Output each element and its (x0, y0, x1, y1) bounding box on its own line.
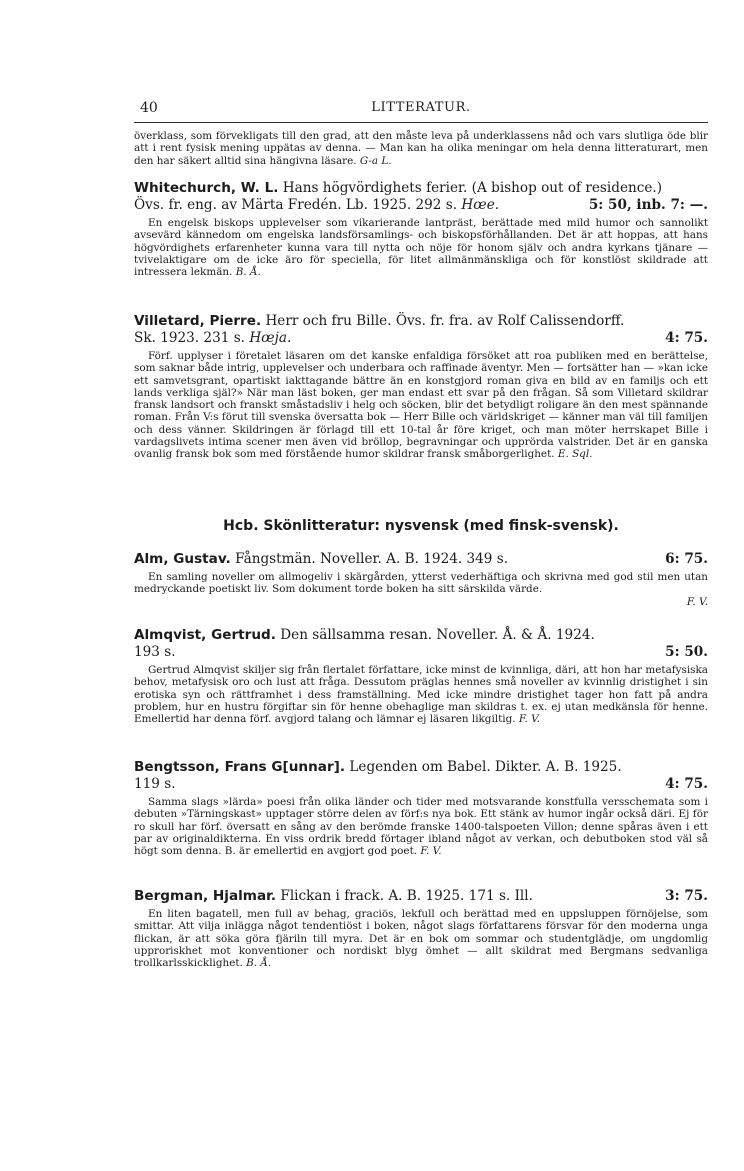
entry-review (134, 908, 708, 969)
entry-publisher: Hœja. (249, 330, 292, 346)
entry-title: Fångstmän. Noveller. A. B. 1924. 349 s. (230, 551, 509, 567)
entry-review (134, 796, 708, 857)
entry-author: Bergman, Hjalmar. (134, 888, 277, 904)
review-entry (134, 627, 708, 725)
entry-details: Sk. 1923. 231 s. (134, 330, 250, 346)
intro-text: överklass, som förvekligats till den grad, att den måste leva på underklassens nåd och vars slutliga öde blir att i rent fysisk mening uppätas av denna. — Man kan ha olika meningar om hela denna litteraturart, men den har säkert alltid sina hängivna läsare. (134, 130, 708, 167)
entry-heading (134, 180, 708, 214)
entry-heading (134, 627, 708, 661)
entry-author: Whitechurch, W. L. (134, 180, 279, 196)
entry-publisher: Hœe. (461, 197, 500, 213)
entry-review-text: Förf. upplyser i företalet läsaren om det kanske enfaldiga försöket att roa publiken med en berättelse, som saknar både intrig, upplevelser och underbara och raffinade äventyr. Men — fortsätter han — »kan icke ett samvetsgrant, opartiskt iakttagande bättre än en konstgjord roman giva en bild av en familjs och ett lands verkliga själ?» När man läst boken, ger man endast ett svar på den frågan. Så som Villetard skildrar fransk landsort och franskt småstadsliv i helg och söcken, blir det betydligt roligare än den mest spännande roman. Från V:s förut till svenska översatta bok — Herr Bille och världskriget — känner man väl till familjen och dess vänner. Skildringen är förlagd till ett 10-tal år före kriget, och man möter herrskapet Bille i vardagslivets intima scener men även vid bröllop, begravningar och upprörda valstrider. Det är en ganska ovanlig fransk bok som med förstående humor skildrar fransk småborgerlighet. (134, 350, 708, 461)
entry-price: 6: 75. (665, 551, 708, 567)
intro-signature: G-a L. (359, 154, 392, 167)
entry-review-text: Gertrud Almqvist skiljer sig från flertalet författare, icke minst de kvinnliga, däri, att hon har metafysiska behov, metafysisk oro och lust att fråga. Dessutom präglas hennes små noveller av kvinnlig dristighet i sin erotiska syn och rättframhet i dess framställning. Med icke mindre dristighet tager hon fatt på andra problem, hur en hustru förgiftar sin för henne obehaglige man skildras t. ex. ej utan medkänsla för henne. Emellertid har denna förf. avgjord talang och lämnar ej läsaren likgiltig. (134, 664, 708, 726)
entry-details: 119 s. (134, 776, 176, 792)
entry-author: Almqvist, Gertrud. (134, 627, 276, 643)
entry-heading (134, 313, 708, 347)
entry-price: 4: 75. (665, 776, 708, 792)
entry-author: Villetard, Pierre. (134, 313, 262, 329)
running-header (134, 100, 708, 123)
review-entry (134, 551, 708, 608)
entry-price: 4: 75. (665, 330, 708, 346)
entry-review (134, 664, 708, 725)
entry-signature: F. V. (420, 845, 442, 858)
entry-signature: B. Å. (235, 266, 261, 279)
entry-heading (134, 759, 708, 793)
review-entry (134, 313, 708, 461)
entry-review (134, 571, 708, 608)
entry-author: Alm, Gustav. (134, 551, 231, 567)
entry-details: Övs. fr. eng. av Märta Fredén. Lb. 1925. 292 s. (134, 197, 462, 213)
entry-price: 3: 75. (665, 888, 708, 904)
entry-review-text: En samling noveller om allmogeliv i skärgården, ytterst vederhäftiga och skrivna med god stil men utan medryckande poetiskt liv. Som dokument torde boken ha sitt särskilda värde. (134, 571, 708, 596)
review-entry (134, 759, 708, 857)
entry-title: Flickan i frack. A. B. 1925. 171 s. Ill. (276, 888, 533, 904)
entry-review (134, 350, 708, 461)
section-heading: Hcb. Skönlitteratur: nysvensk (med finsk-svensk). (223, 518, 619, 534)
intro-paragraph (134, 130, 708, 167)
page-number: 40 (140, 100, 158, 116)
entry-heading (134, 888, 708, 905)
entry-signature: B. Å. (246, 957, 272, 970)
entry-title: Herr och fru Bille. Övs. fr. fra. av Rolf Calissendorff. (261, 313, 625, 329)
entry-title: Den sällsamma resan. Noveller. Å. & Å. 1924. (275, 627, 595, 643)
entry-review-text: En liten bagatell, men full av behag, graciös, lekfull och berättad med en uppsluppen förnöjelse, som smittar. Att vilja inlägga något tendentiöst i boken, något slags författarens försvar för den moderna unga flickan, är att söka göra fjäriln till myra. Det är en bok om sommar och studentglädje, om ungdomlig upproriskhet mot konventioner och nordiskt blyg ömhet — allt skildrat med Bergmans sedvanliga trollkarlsskicklighet. (134, 908, 708, 970)
entry-review (134, 217, 708, 278)
entry-price: 5: 50. (665, 644, 708, 660)
review-entry (134, 180, 708, 278)
review-entry (134, 888, 708, 969)
entry-details: 193 s. (134, 644, 176, 660)
entry-signature: F. V. (518, 713, 541, 726)
entry-title: Legenden om Babel. Dikter. A. B. 1925. (345, 759, 622, 775)
entry-review-text: Samma slags »lärda» poesi från olika länder och tider med motsvarande konstfulla versschemata som i debuten »Tärningskast» upptager större delen av förf:s nya bok. Ett stänk av humor ingår också däri. Ej för ro skull har förf. översatt en sång av den berömde franske 1400-talspoeten Villon; denne spåras även i ett par av originaldikterna. En viss ordrik bredd förtager ibland något av verkan, och debutboken stod väl så högt som denna. B. är emellertid en avgjort god poet. (134, 796, 708, 858)
entry-author: Bengtsson, Frans G[unnar]. (134, 759, 346, 775)
entry-price: 5: 50, inb. 7: —. (588, 197, 708, 213)
entry-review-text: En engelsk biskops upplevelser som vikarierande lantpräst, berättade med mild humor och sannolikt avsevärd kännedom om engelska landsförsamlings- och biskopsförhållanden. Det är att hoppas, att hans högvördighets erfarenheter kunna vara till nytta och nöje för honom själv och andra kyrkans tjänare — tvivelaktigare om de icke äro för speciella, för litet allmänmänskliga och för konstlöst skildrade att intressera lekmän. (134, 217, 708, 279)
entry-signature: E. Sql. (557, 448, 593, 461)
entry-signature: F. V. (686, 595, 708, 608)
entry-title: Hans högvördighets ferier. (A bishop out of residence.) (278, 180, 663, 196)
running-title: LITTERATUR. (371, 100, 471, 115)
entry-heading (134, 551, 708, 568)
